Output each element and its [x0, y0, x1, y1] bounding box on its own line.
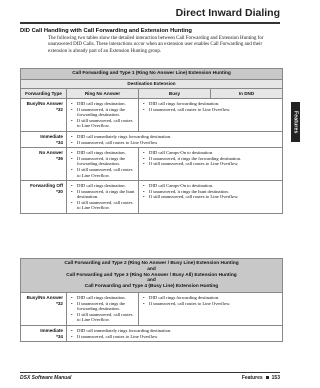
- busy-dnd-cell: [139, 181, 283, 214]
- row-code: *34: [56, 139, 63, 145]
- all-destinations-cell: [67, 325, 283, 341]
- list-item: • DID call rings forwarding destination.: [142, 101, 280, 107]
- busy-dnd-cell: [139, 98, 283, 131]
- table-row: [21, 148, 283, 181]
- row-code: *34: [56, 333, 63, 339]
- footer-section: Features: [241, 375, 263, 381]
- list-item: • If still unanswered, call routes to Line Overflow.: [70, 200, 136, 211]
- list-item: • DID call rings destination.: [70, 150, 136, 156]
- list-item: • DID call rings destination.: [70, 295, 136, 301]
- table-title: Call Forwarding and Type 1 (Ring No Answer Line) Extension Hunting: [21, 69, 283, 80]
- col-header-forwarding-type: Forwarding Type: [21, 89, 67, 99]
- row-label: Busy/No Answer *32: [21, 292, 67, 325]
- table-row: [21, 292, 283, 325]
- list-item: • If unanswered, it rings the forwarding destination.: [142, 156, 280, 162]
- square-bullet-icon: [266, 376, 269, 379]
- row-code: *36: [56, 155, 63, 161]
- list-item: • If still unanswered, call routes to Line Overflow.: [70, 312, 136, 323]
- ring-no-answer-cell: [67, 292, 139, 325]
- list-item: • If unanswered, it rings the forwarding destination.: [70, 107, 136, 118]
- list-item: • If unanswered, it rings the hunt destination.: [70, 189, 136, 200]
- row-label: Forwarding Off *30: [21, 181, 67, 214]
- list-item: • DID call rings destination.: [70, 183, 136, 189]
- footer-rule: [20, 372, 280, 373]
- list-item: • If still unanswered, call routes to Line Overflow.: [70, 167, 136, 178]
- side-tab[interactable]: [291, 102, 300, 142]
- list-item: • DID call rings forwarding destination.: [142, 295, 280, 301]
- list-item: • If unanswered, call routes to Line Overflow.: [142, 107, 280, 113]
- row-code: *32: [56, 300, 63, 306]
- col-header-in-dnd: In DND: [211, 89, 283, 99]
- table-row: [21, 181, 283, 214]
- table-row: [21, 325, 283, 341]
- busy-dnd-cell: [139, 292, 283, 325]
- footer-manual-title: DSX Software Manual: [20, 375, 72, 381]
- intro-paragraph: The following two tables show the detailed interaction between Call Forwarding and Extension Hunting for unanswered DID Calls. These interactions occur when an extension user enables Call Forwarding and their extension is already part of an Extension Hunting group.: [48, 36, 264, 54]
- row-label: No Answer *36: [21, 148, 67, 181]
- destination-extension-header: Destination Extension: [21, 79, 283, 89]
- row-label: Immediate *34: [21, 325, 67, 341]
- list-item: • DID call rings destination.: [70, 101, 136, 107]
- table-row: [21, 98, 283, 131]
- side-tab-label: Features: [292, 110, 299, 134]
- ring-no-answer-cell: [67, 98, 139, 131]
- list-item: • If unanswered, call routes to Line Overflow: [70, 140, 280, 146]
- list-item: • If unanswered, it rings the forwarding destination.: [70, 156, 136, 167]
- table-row: [21, 131, 283, 147]
- list-item: • DID call immediately rings forwarding destination.: [70, 134, 280, 140]
- list-item: • If still unanswered, call routes to Line Overflow.: [142, 161, 280, 167]
- list-item: • DID call Camps-On to destination.: [142, 183, 280, 189]
- col-header-busy: Busy: [139, 89, 211, 99]
- section-heading: DID Call Handling with Call Forwarding and Extension Hunting: [20, 28, 192, 34]
- list-item: • If still unanswered, call routes to Line Overflow.: [142, 194, 280, 200]
- row-code: *30: [56, 188, 63, 194]
- footer-page-info: [242, 375, 280, 381]
- row-label: Immediate *34: [21, 131, 67, 147]
- row-code: *32: [56, 106, 63, 112]
- ring-no-answer-cell: [67, 181, 139, 214]
- list-item: • DID call Camps-On to destination.: [142, 150, 280, 156]
- list-item: • If still unanswered, call routes to Line Overflow.: [70, 118, 136, 129]
- list-item: • If unanswered, call routes to Line Overflow.: [142, 301, 280, 307]
- page-number: 153: [271, 375, 280, 381]
- busy-dnd-cell: [139, 148, 283, 181]
- list-item: • If unanswered, call routes to Line Overflow: [70, 334, 280, 340]
- row-label: Busy/No Answer *32: [21, 98, 67, 131]
- col-header-ring-no-answer: Ring No Answer: [67, 89, 139, 99]
- header-rule: [20, 22, 280, 24]
- all-destinations-cell: [67, 131, 283, 147]
- list-item: • DID call immediately rings forwarding destination.: [70, 328, 280, 334]
- ring-no-answer-cell: [67, 148, 139, 181]
- list-item: • If unanswered, it rings the forwarding destination.: [70, 301, 136, 312]
- list-item: • If unanswered, it rings the hunt destination.: [142, 189, 280, 195]
- table-title: Call Forwarding and Type 2 (Ring No Answer / Busy Line) Extension Hunting and Call Forwarding and Type 3 (Ring No Answer / Busy All) Extension Hunting and Call Forwarding and Type 4 (Busy Line) Extension Hunting: [21, 259, 283, 293]
- call-forwarding-type1-table: [20, 68, 283, 214]
- page-header-title: Direct Inward Dialing: [175, 7, 280, 19]
- call-forwarding-type2-4-table: [20, 258, 283, 342]
